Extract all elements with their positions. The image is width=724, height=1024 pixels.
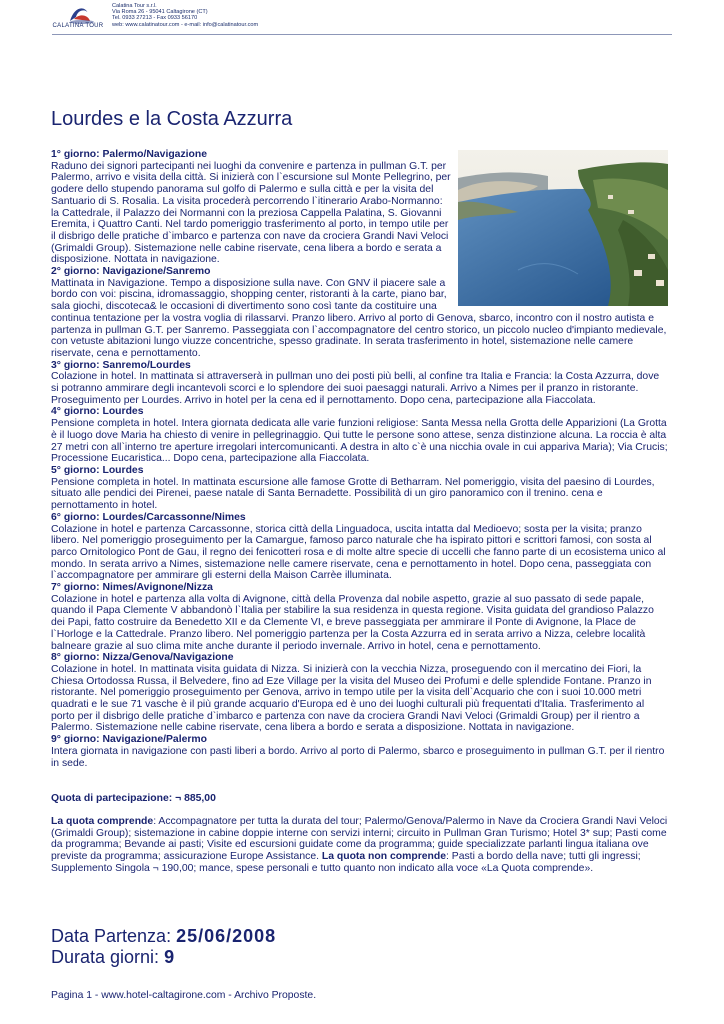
- day-7: [51, 582, 668, 652]
- day-5: [51, 465, 668, 512]
- company-line: Tel. 0933 27213 - Fax 0933 56170: [112, 15, 198, 22]
- day-title: 6° giorno: Lourdes/Carcassonne/Nimes: [51, 511, 246, 523]
- day-title: 1° giorno: Palermo/Navigazione: [51, 149, 208, 160]
- day-title: 7° giorno: Nimes/Avignone/Nizza: [51, 582, 213, 594]
- day-4: [51, 406, 668, 465]
- company-info: [112, 3, 258, 28]
- includes-text: : Accompagnatore per tutta la durata del tour; Palermo/Genova/Palermo in Nave da Crociera Grandi Navi Veloci (Grimaldi Group); sistemazione in cabine doppie interne con servizi interni; circuito in Pullman Gran Turismo; Hotel 3* sup; Pasti come da programma; Bevande ai pasti; Visite ed escursioni guidate come da programma; guide specializzate parlanti lingua italiana ove previste da programma; assicurazione Europe Assistance.: [51, 816, 668, 863]
- day-title: 8° giorno: Nizza/Genova/Navigazione: [51, 652, 234, 664]
- duration-line: [51, 947, 276, 968]
- logo-text: CALATINA TOUR: [52, 23, 104, 29]
- day-title: 5° giorno: Lourdes: [51, 464, 144, 476]
- day-3: [51, 360, 668, 407]
- day-text: Colazione in hotel e partenza alla volta di Avignone, città della Provenza dal nobile aspetto, grazie al suo passato di sede papale, quando il Papa Clemente V abbandonò l`Italia per stabilire la sua residenza in questa regione. Visita guidata del grandioso Palazzo dei Papi, fatto costruire da Benedetto XII e da Clemente VI, e breve passeggiata per ammirare il Ponte di Avignone, la Place de l`Horloge e la Cattedrale. Pranzo libero. Nel pomeriggio partenza per la Costa Azzurra ed in serata arrivo a Nizza, celebre località balneare grazie al suo clima mite anche durante il periodo invernale. Arrivo in hotel, cena e pernottamento.: [51, 593, 654, 652]
- page-title: Lourdes e la Costa Azzurra: [51, 108, 293, 130]
- day-title: 3° giorno: Sanremo/Lourdes: [51, 359, 191, 371]
- day-text: Mattinata in Navigazione. Tempo a disposizione sulla nave. Con GNV il piacere sale a bordo con voi: piscina, idromassaggio, shopping center, ristoranti à la carte, piano bar, sala giochi, discoteca& le occasioni di divertimento sono così tante da costituire una continua tentazione per la vostra voglia di rilassarvi. Pranzo libero. Arrivo al porto di Genova, sbarco, incontro con il nostro autista e partenza in pullman G.T. per Sanremo. Passeggiata con l`accompagnatore del centro storico, un piccolo nucleo d'impianto medievale, con vetuste abitazioni lungo viuzze concentriche, spesso gradinate. In serata trasferimento in hotel, sistemazione nelle camere riservate, cena e pernottamento.: [51, 277, 667, 359]
- departure-info: [51, 926, 276, 968]
- day-text: Raduno dei signori partecipanti nei luoghi da convenire e partenza in pullman G.T. per Palermo, arrivo e visita della città. Si inizierà con l`escursione sul Monte Pellegrino, per godere dello stupendo panorama sul golfo di Palermo e sulla città e per la visita del Santuario di S. Rosalia. La visita procederà percorrendo l`itinerario Arabo-Normanno: la Cattedrale, il Palazzo dei Normanni con la preziosa Cappella Palatina, S. Giovanni Eremita, i Quattro Canti. Nel tardo pomeriggio trasferimento al porto, in tempo utile per il disbrigo delle pratiche d`imbarco e partenza con nave da crociera Grandi Navi Veloci (Grimaldi Group). Sistemazione nelle cabine riservate, cena libera a bordo e serata a disposizione. Nottata in navigazione.: [51, 160, 451, 266]
- day-text: Pensione completa in hotel. In mattinata escursione alle famose Grotte di Betharram. Nel pomeriggio, visita del paesino di Lourdes, situato alle pendici dei Pirenei, paese natale di Santa Bernadette. Possibilità di un giro panoramico con il trenino. cena e pernottamento in hotel.: [51, 476, 655, 512]
- day-9: [51, 734, 668, 769]
- price-quote: Quota di partecipazione: ¬ 885,00: [51, 792, 216, 804]
- excludes-label: La quota non comprende: [321, 851, 446, 863]
- day-text: Colazione in hotel. In mattinata si attraverserà in pullman uno dei posti più belli, al confine tra Italia e Francia: la Costa Azzurra, dove si potranno ammirare degli incantevoli scorci e lo splendore dei suoi paesaggi naturali. Arrivo a Nimes per il pranzo in ristorante. Proseguimento per Lourdes. Arrivo in hotel per la cena ed il pernottamento. Dopo cena, partecipazione alla Fiaccolata.: [51, 371, 660, 406]
- day-8: [51, 652, 668, 734]
- departure-label: Data Partenza:: [51, 926, 177, 946]
- company-line: Calatina Tour s.r.l.: [112, 3, 157, 9]
- included-services: [51, 816, 668, 875]
- day-title: 2° giorno: Navigazione/Sanremo: [51, 266, 211, 278]
- company-line: Via Roma 26 - 95041 Caltagirone (CT): [112, 9, 208, 16]
- duration-label: Durata giorni:: [51, 947, 165, 967]
- includes-label: La quota comprende: [51, 816, 154, 828]
- header-divider: [52, 34, 672, 35]
- departure-date-line: [51, 926, 276, 947]
- day-text: Pensione completa in hotel. Intera giornata dedicata alle varie funzioni religiose: Santa Messa nella Grotta delle Apparizioni (La Grotta è il luogo dove Maria ha chiesto di venire in pellegrinaggio. Qui tutte le persone sono attese, senza distinzione alcuna. La roccia è alta 27 metri con all`interno tre aperture irregolari intercomunicanti. A destra in alto c`è una nicchia ovale in cui appariva Maria); Via Crucis; Processione Eucaristica... Dopo cena, partecipazione alla Fiaccolata.: [51, 418, 668, 465]
- excludes-text: : Pasti a bordo della nave; tutti gli ingressi; Supplemento Singola ¬ 190,00; mance, spese personali e tutto quanto non indicato alla voce «La Quota comprende».: [51, 851, 641, 874]
- day-text: Intera giornata in navigazione con pasti liberi a bordo. Arrivo al porto di Palermo, sbarco e proseguimento in pullman G.T. per il rientro in sede.: [51, 745, 665, 769]
- duration-value: 9: [164, 947, 176, 967]
- page-footer: Pagina 1 - www.hotel-caltagirone.com - Archivo Proposte.: [51, 990, 317, 1001]
- company-logo: [52, 3, 104, 33]
- day-text: Colazione in hotel e partenza Carcassonne, storica città della Linguadoca, uscita intatta dal Medioevo; sosta per la visita; pranzo libero. Nel pomeriggio proseguimento per la Camargue, famoso parco naturale che ha ispirato pittori e scrittori famosi, con sosta al parco Ornitologico Pont de Gau, il regno dei fenicotteri rosa e di molte altre specie di uccelli che fanno parte di un ecosistema unico al mondo. In serata arrivo a Nimes, sistemazione nelle camere riservate, cena e pernottamento in hotel. Dopo cena, passeggiata con l`accompagnatore per ammirare gli esterni della Maison Carrèe illuminata.: [51, 523, 666, 582]
- itinerary-content: [51, 149, 668, 875]
- company-line: web: www.calatinatour.com - e-mail: info@calatinatour.com: [112, 21, 259, 28]
- coastline-photo-icon: [458, 150, 668, 306]
- day-title: 4° giorno: Lourdes: [51, 406, 144, 418]
- logo-mark-icon: [52, 3, 104, 25]
- day-6: [51, 512, 668, 582]
- departure-date: 25/06/2008: [176, 926, 277, 946]
- day-title: 9° giorno: Navigazione/Palermo: [51, 734, 208, 746]
- page-header: [52, 3, 692, 33]
- day-text: Colazione in hotel. In mattinata visita guidata di Nizza. Si inizierà con la vecchia Nizza, proseguendo con il mercatino dei Fiori, la Chiesa Ortodossa Russa, il Belvedere, fino ad Eze Village per la visita del Museo dei Profumi e delle splendide Fontane. Pranzo in ristorante. Nel pomeriggio proseguimento per Genova, arrivo in tempo utile per la visita dell`Acquario che con i suoi 10.000 metri quadrati e le sue 71 vasche è il più grande acquario d'Europa ed è uno dei luoghi culturali più frequentati d'Italia. Trasferimento al porto per il disbrigo delle pratiche d`imbarco e partenza con nave da crociera Grandi Navi Veloci (Grimaldi Group) per il rientro a Palermo. Sistemazione nelle cabine riservate, cena libera a bordo e serata a disposizione. Nottata in navigazione.: [51, 663, 652, 734]
